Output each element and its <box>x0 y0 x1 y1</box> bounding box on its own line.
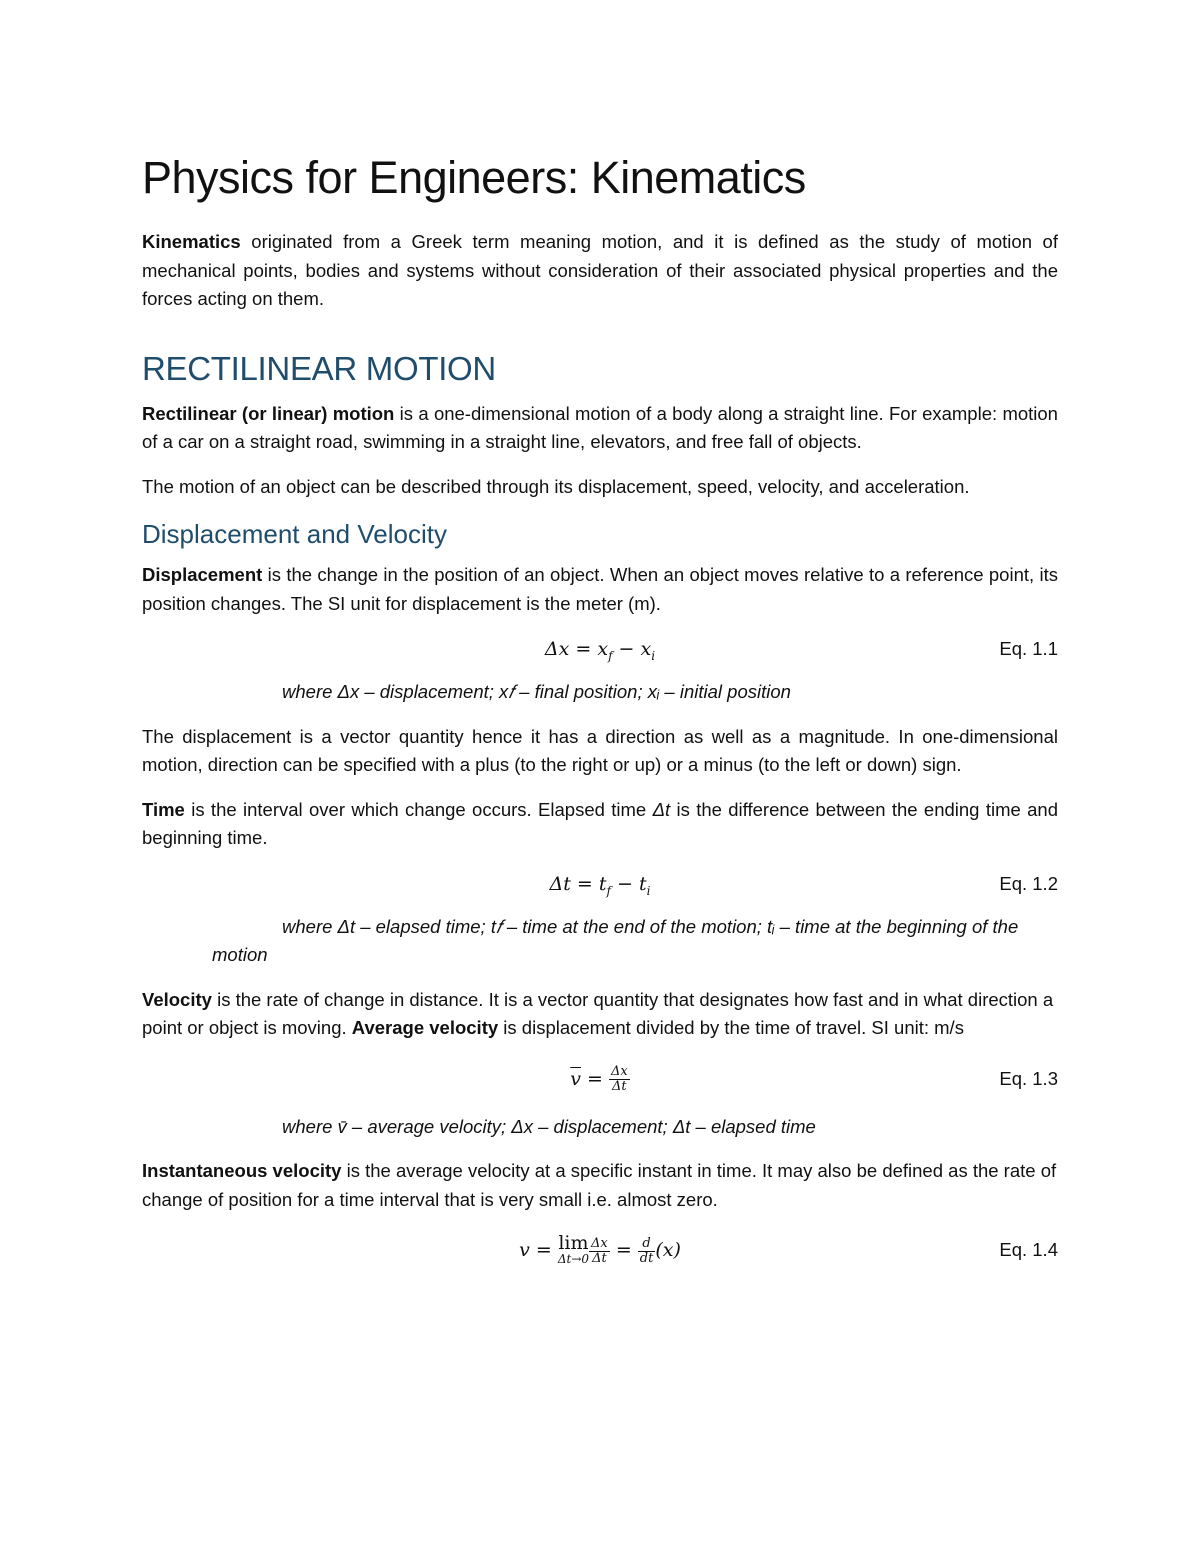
page-title: Physics for Engineers: Kinematics <box>142 152 806 203</box>
equation-1-3-label: Eq. 1.3 <box>999 1067 1058 1089</box>
time-paragraph: Time is the interval over which change occurs. Elapsed time Δt is the difference between the ending time and beginning time. <box>142 798 1059 848</box>
equation-1-3-where: where v̄ – average velocity; Δx – displacement; Δt – elapsed time <box>282 1115 816 1137</box>
equation-1-4-math: v = lim Δt→0 $\frac{\Delta x}{\Delta t}$ = $\frac{d}{dt}$ (x) <box>519 1232 681 1266</box>
rectilinear-text: is a one-dimensional motion of a body along a straight line. For example: motion of a car on a straight road, swimming in a straight line, elevators, and free fall of objects. <box>142 402 1058 452</box>
subsection-heading-displacement: Displacement and Velocity <box>142 519 447 549</box>
limit: lim Δt→0 <box>557 1232 590 1266</box>
intro-term: Kinematics <box>142 231 241 252</box>
section-heading-rectilinear: RECTILINEAR MOTION <box>142 349 496 387</box>
fraction: $\frac{d}{dt}$ <box>639 1235 654 1266</box>
equation-1-1 <box>142 634 1058 664</box>
equation-1-1-math: $\Delta x = x_f - x_i$ <box>544 638 656 663</box>
document-page <box>142 150 1058 1284</box>
equation-1-3-math: $\overline{v}$ = $\frac{\Delta x}{\Delta t}$ <box>570 1064 628 1094</box>
rectilinear-term: Rectilinear (or linear) motion <box>142 402 395 424</box>
equation-1-4-label: Eq. 1.4 <box>999 1239 1058 1260</box>
motion-description-paragraph: The motion of an object can be described through its displacement, speed, velocity, and acceleration. <box>142 475 970 497</box>
instantaneous-velocity-paragraph: Instantaneous velocity is the average velocity at a specific instant in time. It may also be defined as the rate of change of position for a time interval that is very small i.e. almost zero. <box>142 1160 1057 1210</box>
velocity-term: Velocity <box>142 988 212 1010</box>
velocity-paragraph: Velocity is the rate of change in distance. It is a vector quantity that designates how fast and in what direction a point or object is moving. Average velocity is displacement divided by the time of travel. SI unit: m/s <box>142 988 1054 1038</box>
vector-paragraph: The displacement is a vector quantity hence it has a direction as well as a magnitude. In one-dimensional motion, direction can be specified with a plus (to the right or up) or a minus (to the left or down) sign. <box>142 725 1058 775</box>
displacement-term: Displacement <box>142 564 263 585</box>
equation-1-4 <box>142 1230 1058 1270</box>
equation-1-3 <box>142 1059 1058 1099</box>
equation-1-2-label: Eq. 1.2 <box>999 872 1058 894</box>
equation-1-2-where: where Δt – elapsed time; t𝑓 – time at the end of the motion; tᵢ – time at the beginning of the motion <box>212 915 1019 965</box>
displacement-paragraph <box>142 561 1058 618</box>
intro-text: originated from a Greek term meaning motion, and it is defined as the study of motion of mechanical points, bodies and systems without consideration of their associated physical properties and the forces acting on them. <box>142 231 1058 309</box>
equation-1-1-label: Eq. 1.1 <box>999 638 1058 659</box>
time-term: Time <box>142 798 185 820</box>
instantaneous-velocity-term: Instantaneous velocity <box>142 1160 342 1181</box>
equation-1-1-where: where Δx – displacement; x𝑓 – final position; xᵢ – initial position <box>282 681 791 702</box>
fraction: $\frac{\Delta x}{\Delta t}$ <box>591 1235 608 1266</box>
displacement-text: is the change in the position of an object. When an object moves relative to a reference point, its position changes. The SI unit for displacement is the meter (m). <box>142 564 1058 614</box>
rectilinear-paragraph <box>142 400 1058 457</box>
fraction: $\frac{\Delta x}{\Delta t}$ <box>611 1064 628 1094</box>
average-velocity-term: Average velocity <box>351 1017 499 1038</box>
intro-paragraph <box>142 228 1058 314</box>
equation-1-2-math: $\Delta t = t_f - t_i$ <box>549 872 651 898</box>
equation-1-2 <box>142 869 1058 899</box>
